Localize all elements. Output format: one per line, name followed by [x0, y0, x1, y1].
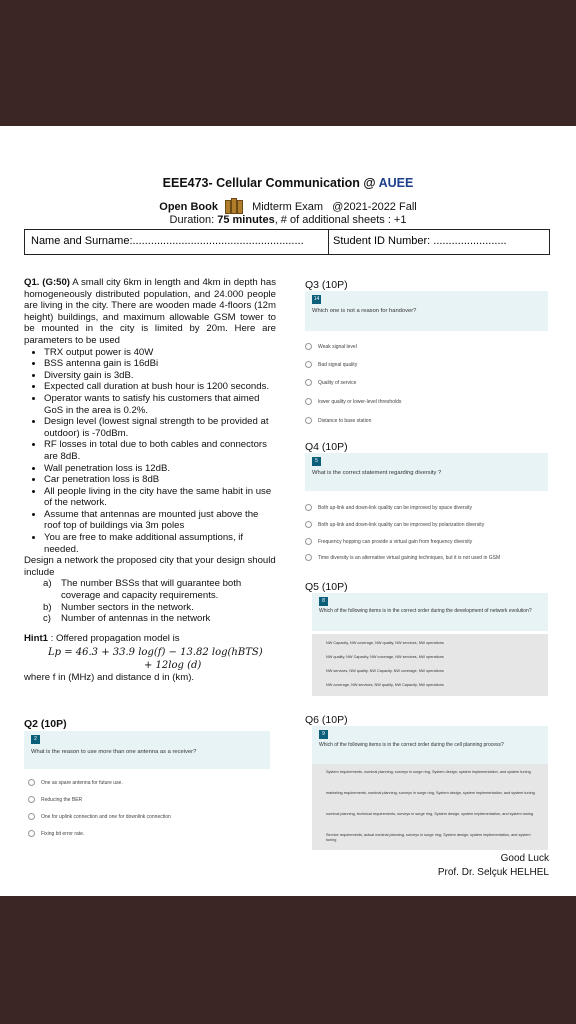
list-item: • BSS antenna gain is 16dBi	[44, 358, 276, 370]
question-1: Q1. (G:50) A small city 6km in length and 4km in depth has homogeneously distributed population, and 24.000 people are living in the city. There are wooden made 4-floors (12m height) buildings, and maximum allowable GSM tower to be mounted in the city is limited by 20m. Here are parameters to be used • TRX output power is 40W • BSS antenna gain is 16dBi • Diversity gain is 3dB. • Expected call duration at bush hour is 1200 seconds. • Operator wants to satisfy his customers that aimed GoS in the area is 0.2%. • Design level (lowest signal strength to be provided at outdoor) is -70dBm. • RF losses in total due to both cables and connectors are 8dB. • Wall penetration loss is 12dB. • Car penetration loss is 8dB • All people living in the city have the same habit in use of the network. • Assume that antennas are mounted just above the roof top of buildings via 3m poles • You are free to make additional assumptions, if needed. Design a network the proposed city that your design should include a) The number BSSs that will guarantee both coverage and capacity requirements. b) Number sectors in the network. c) Number of antennas in the network Hint1 : Offered propagation model is Lp = 46.3 + 33.9 log(f) − 13.82 log(hBTS) + 12log (d) where f in (MHz) and distance d in (km).	[24, 277, 276, 684]
q2-option[interactable]: Reducing the BER	[28, 796, 82, 803]
good-luck: Good Luck	[500, 853, 549, 864]
q4-option[interactable]: Frequency hopping can provide a virtual gain from frequency diversity	[305, 538, 472, 545]
radio-icon[interactable]	[305, 398, 312, 405]
q3-question: Which one is not a reason for handover?	[312, 308, 417, 314]
design-instruction: Design a network the proposed city that your design should include	[24, 555, 276, 578]
q2-title: Q2 (10P)	[24, 718, 67, 730]
list-item: b) Number sectors in the network.	[43, 601, 194, 613]
list-item: • Wall penetration loss is 12dB.	[44, 463, 276, 475]
propagation-formula: Lp = 46.3 + 33.9 log(f) − 13.82 log(hBTS) + 12log (d)	[48, 647, 263, 672]
q4-option[interactable]: Both up-link and down-link quality can be improved by space diversity	[305, 504, 472, 511]
q3-question-box	[305, 291, 548, 331]
radio-icon[interactable]	[305, 343, 312, 350]
exam-subtitle: Open Book Midterm Exam @2021-2022 Fall	[0, 200, 576, 214]
question-number-badge: 9	[319, 730, 328, 739]
q5-option[interactable]: NW Capacity, NW coverage, NW quality, NW services, NW operations	[326, 641, 444, 645]
formula-note: where f in (MHz) and distance d in (km).	[24, 672, 195, 684]
list-item: • Design level (lowest signal strength to be provided at outdoor) is -70dBm.	[44, 416, 276, 439]
radio-icon[interactable]	[305, 554, 312, 561]
radio-icon[interactable]	[28, 830, 35, 837]
q3-option[interactable]: Quality of service	[305, 379, 356, 386]
student-id-field: Student ID Number: ........................	[333, 235, 507, 247]
exam-title: EEE473- Cellular Communication @ AUEE	[162, 176, 414, 190]
list-item: • Diversity gain is 3dB.	[44, 370, 276, 382]
radio-icon[interactable]	[305, 538, 312, 545]
q3-option[interactable]: Bad signal quality	[305, 361, 357, 368]
q3-option[interactable]: lower quality or lower-level thresholds	[305, 398, 401, 405]
radio-icon[interactable]	[28, 796, 35, 803]
question-number-badge: 14	[313, 296, 320, 302]
list-item: • Expected call duration at bush hour is 1200 seconds.	[44, 381, 276, 393]
radio-icon[interactable]	[28, 813, 35, 820]
parameter-list	[24, 347, 276, 556]
q2-question: What is the reason to use more than one antenna as a receiver?	[31, 749, 197, 755]
q6-title: Q6 (10P)	[305, 714, 348, 726]
org-name: AUEE	[378, 176, 414, 190]
q5-option[interactable]: NW quality, NW Capacity, NW coverage, NW services, NW operations	[326, 655, 444, 659]
exam-sheet	[0, 126, 576, 896]
name-field: Name and Surname:........................................................	[31, 235, 304, 247]
q3-option[interactable]: Weak signal level	[305, 343, 357, 350]
q6-option[interactable]: nominal planning, technical requirements, surveys in surge ring, System design, system implementation, and system tuning	[326, 812, 534, 816]
list-item: • TRX output power is 40W	[44, 347, 276, 359]
radio-icon[interactable]	[305, 361, 312, 368]
q2-option[interactable]: Fixing bit error rate.	[28, 830, 84, 837]
q6-option[interactable]: Service requirements, actual nominal planning, surveys in surge ring, System design, system implementation, and system tuning	[326, 833, 531, 842]
q4-question: What is the correct statement regarding diversity ?	[312, 470, 442, 476]
q5-question: Which of the following items is in the correct order during the development of network evolution?	[319, 608, 532, 614]
q3-option[interactable]: Distance to base station	[305, 417, 371, 424]
list-item: • You are free to make additional assumptions, if needed.	[44, 532, 276, 555]
question-number-badge: 5	[312, 457, 321, 466]
list-item: • Operator wants to satisfy his customers that aimed GoS in the area is 0.2%.	[44, 393, 276, 416]
q6-option[interactable]: marketing requirements, nominal planning, surveys in surge ring, System design, system implementation, and system tuning	[326, 791, 535, 795]
radio-icon[interactable]	[305, 379, 312, 386]
list-item: • Assume that antennas are mounted just above the roof top of buildings via 3m poles	[44, 509, 276, 532]
radio-icon[interactable]	[305, 504, 312, 511]
list-item: • RF losses in total due to both cables and connectors are 8dB.	[44, 439, 276, 462]
q5-title: Q5 (10P)	[305, 581, 348, 593]
list-item: • Car penetration loss is 8dB	[44, 474, 276, 486]
radio-icon[interactable]	[305, 521, 312, 528]
hint: Hint1 : Offered propagation model is	[24, 632, 180, 644]
q3-title: Q3 (10P)	[305, 279, 348, 291]
list-item: • All people living in the city have the same habit in use of the network.	[44, 486, 276, 509]
q5-options-box	[312, 634, 548, 696]
exam-duration: Duration: 75 minutes, # of additional sheets : +1	[169, 214, 407, 226]
question-number-badge: 8	[319, 597, 328, 606]
q6-question-box	[312, 726, 548, 764]
q2-option[interactable]: One for uplink connection and one for downlink connection	[28, 813, 171, 820]
radio-icon[interactable]	[28, 779, 35, 786]
q5-option[interactable]: NW coverage, NW services, NW quality, NW Capacity, NW operations	[326, 683, 444, 687]
student-info-box	[24, 229, 550, 255]
q6-options-box	[312, 764, 548, 850]
list-item: a) The number BSSs that will guarantee both coverage and capacity requirements.	[43, 578, 242, 602]
q4-title: Q4 (10P)	[305, 441, 348, 453]
q6-question: Which of the following items is in the correct order during the cell planning process?	[319, 742, 504, 748]
q6-option[interactable]: System requirements, nominal planning, surveys in surge ring, System design, system implementation, and system tuning	[326, 770, 531, 774]
q4-option[interactable]: Both up-link and down-link quality can be improved by polarization diversity	[305, 521, 484, 528]
radio-icon[interactable]	[305, 417, 312, 424]
q2-option[interactable]: One as spare antenna for future use.	[28, 779, 123, 786]
task-list	[24, 578, 276, 624]
q2-question-box	[24, 731, 270, 769]
list-item: c) Number of antennas in the network	[43, 613, 211, 625]
question-number-badge: 2	[31, 735, 40, 744]
books-icon	[224, 200, 246, 214]
q5-question-box	[312, 593, 548, 631]
signature: Prof. Dr. Selçuk HELHEL	[437, 867, 549, 878]
q4-option[interactable]: Time diversity is an alternative virtual gaining techniques, but it is not used in GSM	[305, 554, 500, 561]
divider	[328, 230, 329, 254]
q4-question-box	[305, 453, 548, 491]
q5-option[interactable]: NW services, NW quality, NW Capacity, NW coverage, NW operations	[326, 669, 444, 673]
